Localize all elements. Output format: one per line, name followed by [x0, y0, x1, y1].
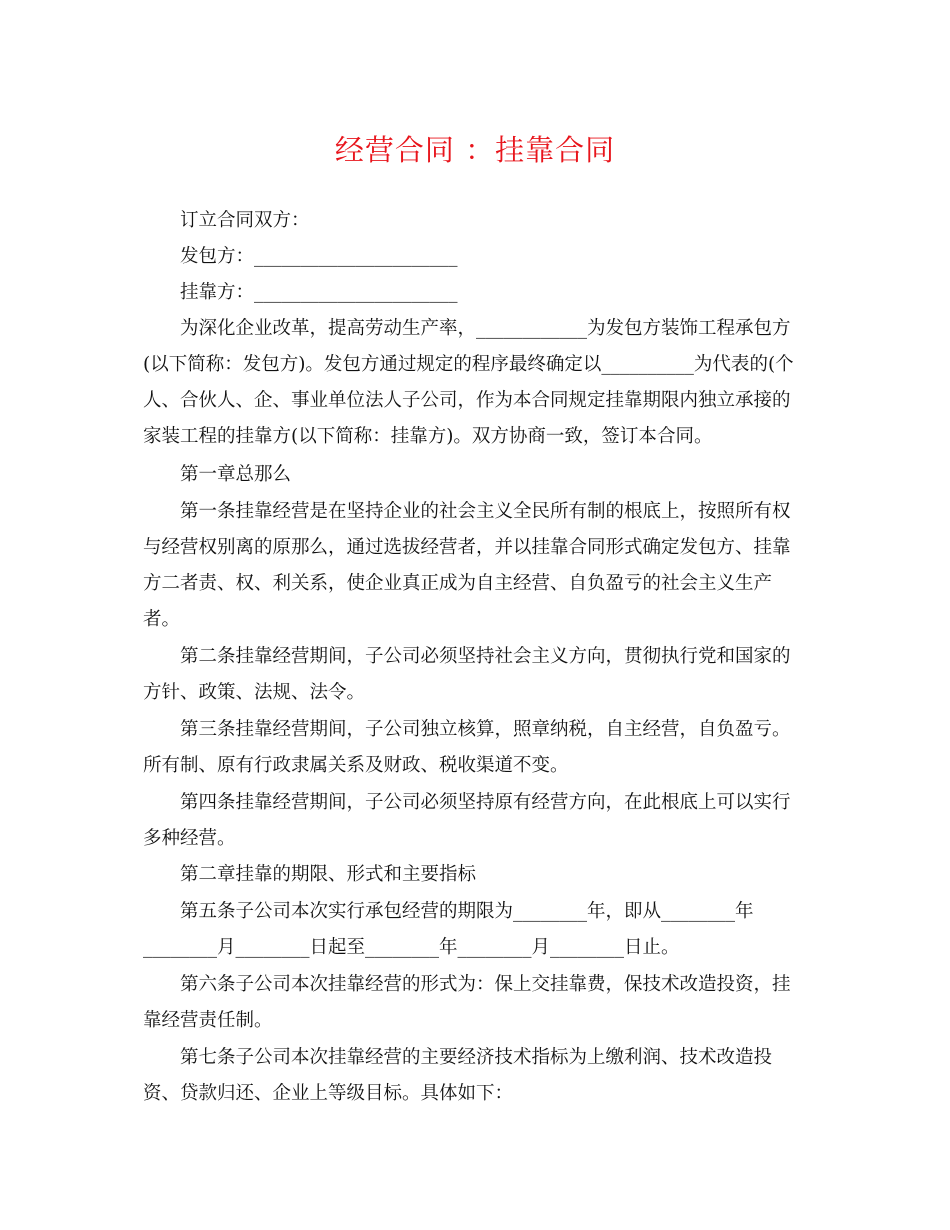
paragraph-line: 与经营权别离的原那么，通过选拔经营者，并以挂靠合同形式确定发包方、挂靠 — [143, 537, 791, 558]
paragraph-line: 第五条子公司本次实行承包经营的期限为________年，即从________年 — [180, 901, 754, 922]
paragraph-line: 发包方：______________________ — [180, 246, 458, 267]
paragraph-line: 第三条挂靠经营期间，子公司独立核算，照章纳税，自主经营，自负盈亏。 — [180, 719, 791, 740]
paragraph-line: 人、合伙人、企、事业单位法人子公司，作为本合同规定挂靠期限内独立承接的 — [143, 390, 791, 411]
paragraph-line: 资、贷款归还、企业上等级目标。具体如下： — [143, 1083, 514, 1104]
paragraph-line: 订立合同双方： — [180, 210, 310, 231]
paragraph-line: 为深化企业改革，提高劳动生产率，____________为发包方装饰工程承包方 — [180, 318, 791, 339]
paragraph-line: 方二者责、权、利关系，使企业真正成为自主经营、自负盈亏的社会主义生产 — [143, 573, 773, 594]
chapter-heading: 第二章挂靠的期限、形式和主要指标 — [180, 864, 477, 885]
paragraph-line: 第七条子公司本次挂靠经营的主要经济技术指标为上缴利润、技术改造投 — [180, 1047, 773, 1068]
paragraph-line: 所有制、原有行政隶属关系及财政、税收渠道不变。 — [143, 755, 569, 776]
paragraph-line: 者。 — [143, 609, 181, 630]
paragraph-line: ________月________日起至________年________月________日止。 — [143, 937, 680, 958]
paragraph-line: 靠经营责任制。 — [143, 1010, 273, 1031]
paragraph-line: 第二条挂靠经营期间，子公司必须坚持社会主义方向，贯彻执行党和国家的 — [180, 646, 791, 667]
chapter-heading: 第一章总那么 — [180, 464, 292, 485]
paragraph-line: 家装工程的挂靠方(以下简称：挂靠方)。双方协商一致，签订本合同。 — [143, 426, 713, 447]
paragraph-line: 方针、政策、法规、法令。 — [143, 682, 366, 703]
paragraph-line: 多种经营。 — [143, 828, 236, 849]
document-title: 经营合同 ：挂靠合同 — [334, 133, 616, 167]
paragraph-line: 挂靠方：______________________ — [180, 282, 458, 303]
paragraph-line: 第六条子公司本次挂靠经营的形式为：保上交挂靠费，保技术改造投资，挂 — [180, 974, 791, 995]
paragraph-line: 第一条挂靠经营是在坚持企业的社会主义全民所有制的根底上，按照所有权 — [180, 501, 791, 522]
paragraph-line: 第四条挂靠经营期间，子公司必须坚持原有经营方向，在此根底上可以实行 — [180, 792, 791, 813]
paragraph-line: (以下简称：发包方)。发包方通过规定的程序最终确定以__________为代表的(个 — [143, 354, 794, 375]
